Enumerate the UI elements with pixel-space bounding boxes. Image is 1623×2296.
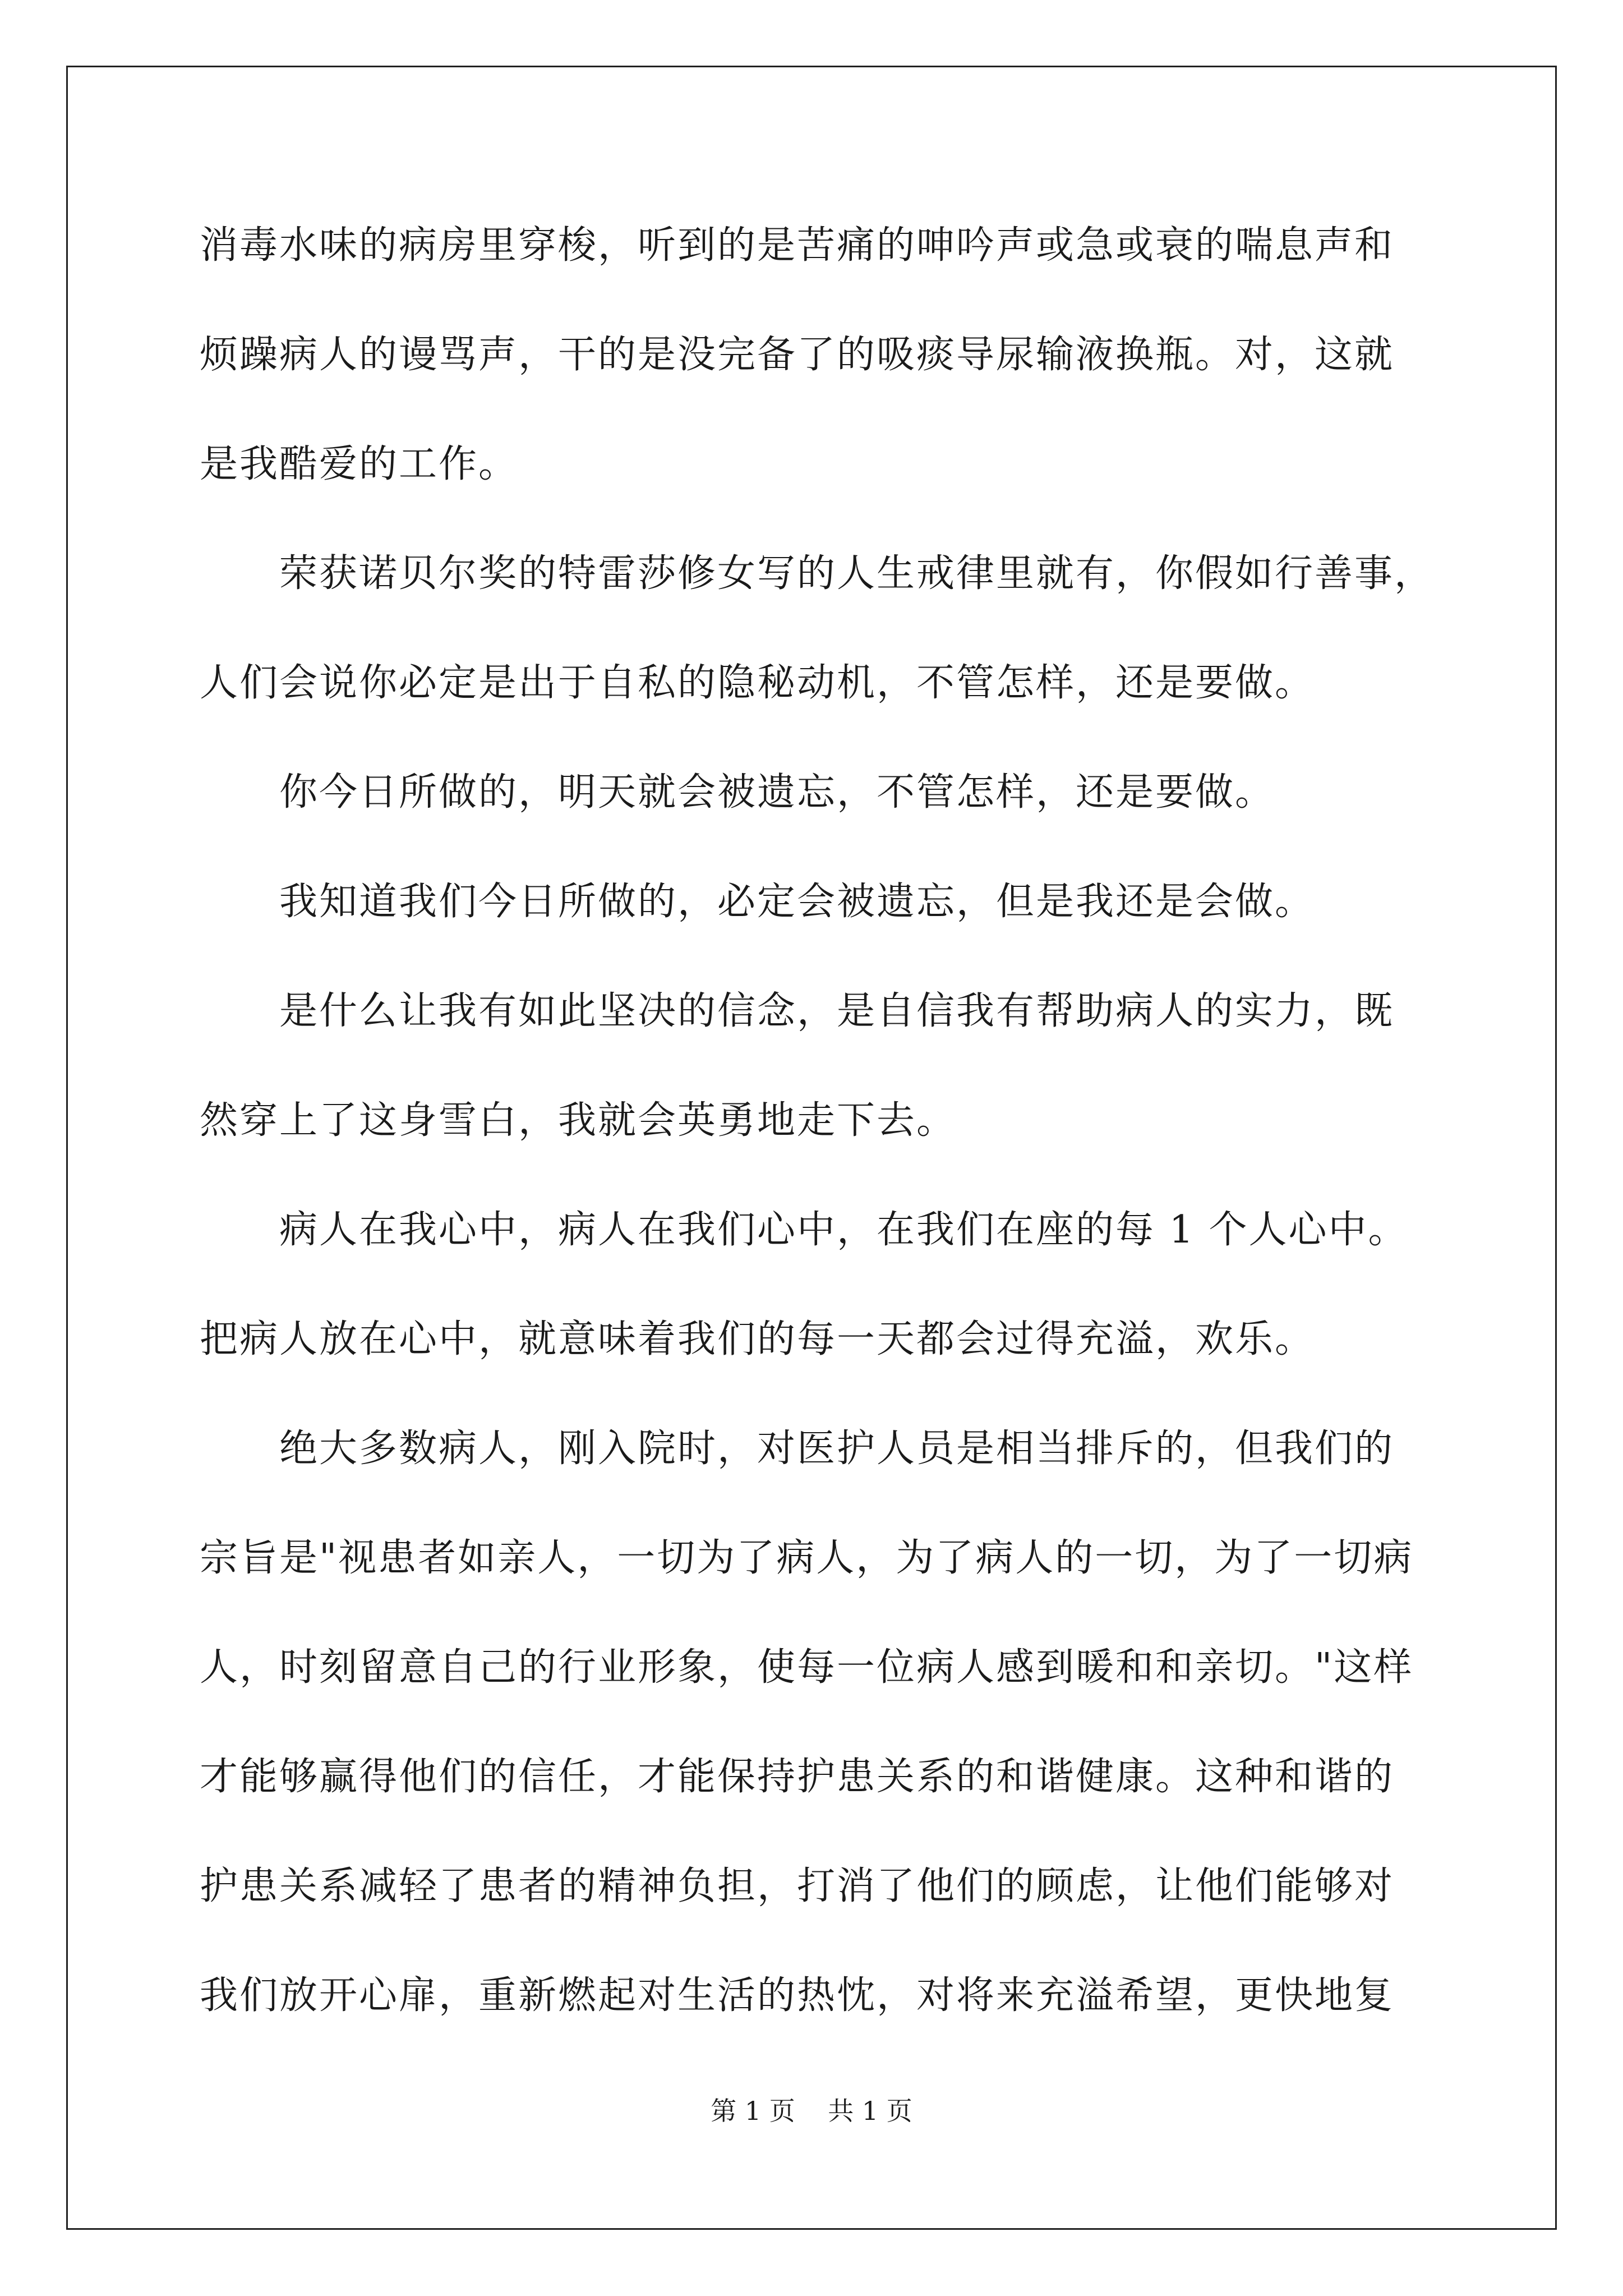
text-line: 把病人放在心中，就意味着我们的每一天都会过得充溢，欢乐。 xyxy=(200,1317,1315,1361)
text-line: 你今日所做的，明天就会被遗忘，不管怎样，还是要做。 xyxy=(200,770,1275,815)
text-line: 人，时刻留意自己的行业形象，使每一位病人感到暖和和亲切。"这样 xyxy=(200,1645,1414,1690)
page-footer: 第 1 页 共 1 页 xyxy=(711,2096,912,2126)
text-line: 我知道我们今日所做的，必定会被遗忘，但是我还是会做。 xyxy=(200,880,1315,924)
text-line: 病人在我心中，病人在我们心中，在我们在座的每 1 个人心中。 xyxy=(200,1208,1408,1252)
text-line: 是什么让我有如此坚决的信念，是自信我有帮助病人的实力，既 xyxy=(200,989,1395,1033)
text-line: 宗旨是"视患者如亲人，一切为了病人，为了病人的一切，为了一切病 xyxy=(200,1536,1414,1580)
text-line: 人们会说你必定是出于自私的隐秘动机，不管怎样，还是要做。 xyxy=(200,661,1315,705)
text-line: 我们放开心扉，重新燃起对生活的热忱，对将来充溢希望，更快地复 xyxy=(200,1973,1395,2018)
text-line: 护患关系减轻了患者的精神负担，打消了他们的顾虑，让他们能够对 xyxy=(200,1864,1395,1908)
text-line: 消毒水味的病房里穿梭，听到的是苦痛的呻吟声或急或衰的喘息声和 xyxy=(200,223,1395,268)
text-line: 荣获诺贝尔奖的特雷莎修女写的人生戒律里就有，你假如行善事， xyxy=(200,551,1435,596)
text-line: 然穿上了这身雪白，我就会英勇地走下去。 xyxy=(200,1098,957,1143)
text-line: 烦躁病人的谩骂声，干的是没完备了的吸痰导尿输液换瓶。对，这就 xyxy=(200,333,1395,377)
text-line: 绝大多数病人，刚入院时，对医护人员是相当排斥的，但我们的 xyxy=(200,1427,1395,1471)
text-line: 才能够赢得他们的信任，才能保持护患关系的和谐健康。这种和谐的 xyxy=(200,1755,1395,1799)
text-line: 是我酷爱的工作。 xyxy=(200,442,519,486)
